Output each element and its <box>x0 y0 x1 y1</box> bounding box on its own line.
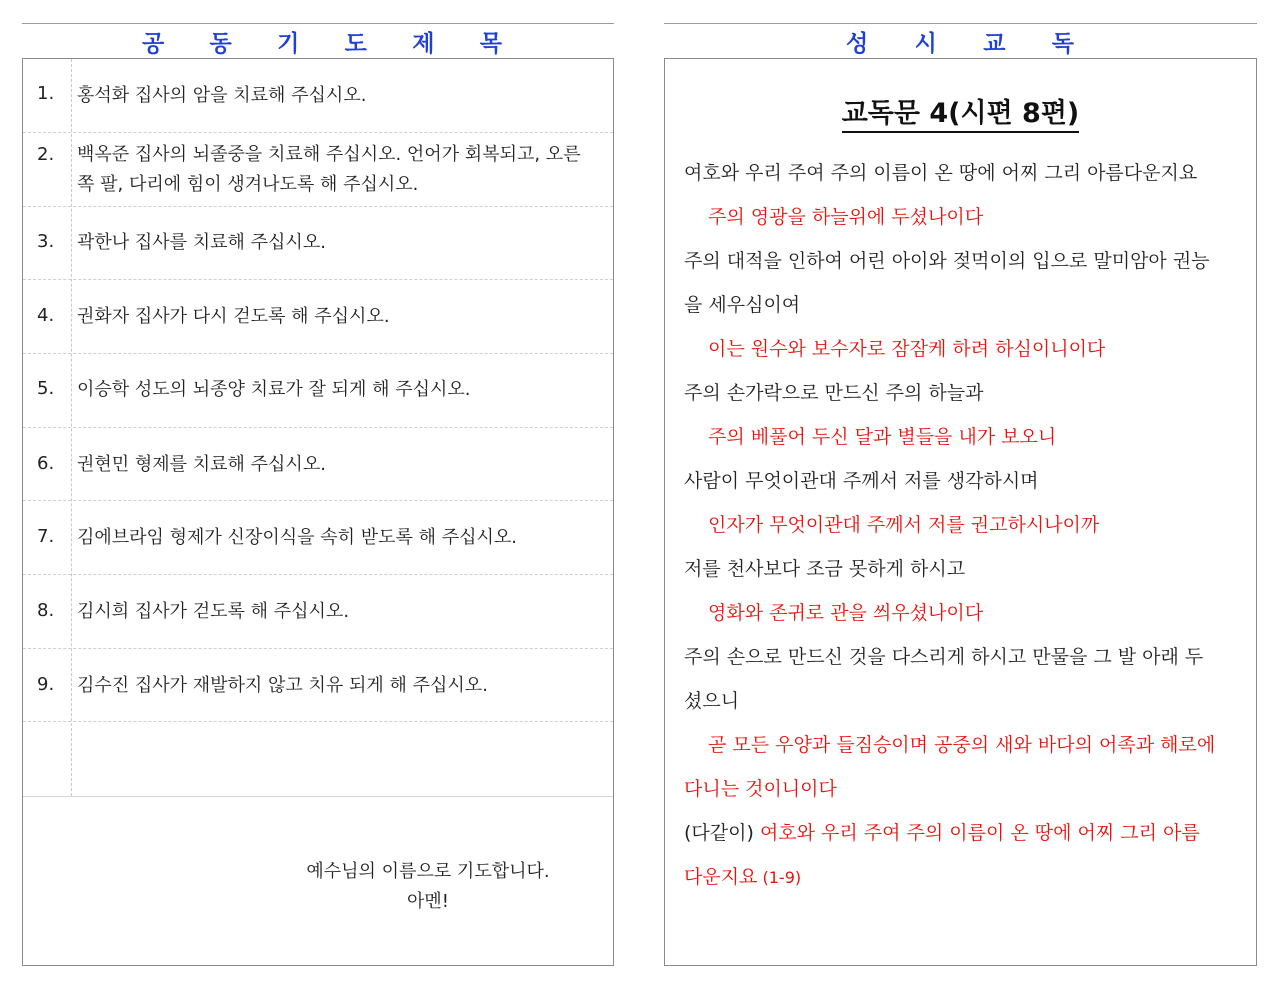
reading-line-response: 이는 원수와 보수자로 잠잠케 하려 하심이니이다 <box>708 338 1106 360</box>
left-heading-char: 도 <box>344 30 367 57</box>
prayer-item-number: 5. <box>37 378 55 399</box>
reading-line-response: 다니는 것이니이다 <box>684 778 837 800</box>
reading-line-response: 주의 영광을 하늘위에 두셨나이다 <box>708 206 984 228</box>
prayer-item <box>23 207 613 280</box>
prayer-list-box <box>22 58 614 966</box>
left-heading <box>142 26 502 56</box>
prayer-item-number: 2. <box>37 144 55 165</box>
reading-line-leader: 사람이 무엇이관대 주께서 저를 생각하시며 <box>684 470 1039 492</box>
prayer-item <box>23 280 613 354</box>
reading-line-unison <box>684 855 1254 900</box>
prayer-item-number: 8. <box>37 600 55 621</box>
left-heading-char: 제 <box>412 30 435 57</box>
prayer-item <box>23 649 613 722</box>
prayer-item-text: 김수진 집사가 재발하지 않고 치유 되게 해 주십시오. <box>77 675 488 696</box>
reading-line-leader: 주의 대적을 인하여 어린 아이와 젖먹이의 입으로 말미암아 권능 <box>684 250 1210 272</box>
prayer-item-empty <box>23 722 613 796</box>
prayer-item <box>23 133 613 207</box>
reading-line-leader: 주의 손가락으로 만드신 주의 하늘과 <box>684 382 984 404</box>
left-heading-char: 공 <box>142 30 165 57</box>
prayer-item-number: 4. <box>37 305 55 326</box>
reading-line-leader: 저를 천사보다 조금 못하게 하시고 <box>684 558 966 580</box>
right-heading-char: 성 <box>846 30 869 57</box>
prayer-item-number: 1. <box>37 83 55 104</box>
prayer-item-number: 7. <box>37 526 55 547</box>
reading-line-leader: 여호와 우리 주여 주의 이름이 온 땅에 어찌 그리 아름다운지요 <box>684 162 1198 184</box>
prayer-item-text: 홍석화 집사의 암을 치료해 주십시오. <box>77 85 367 106</box>
left-heading-char: 기 <box>277 30 300 57</box>
right-top-rule <box>664 23 1257 24</box>
closing-prayer <box>203 857 653 917</box>
unison-prefix: (다같이) <box>684 822 760 844</box>
verse-reference: (1-9) <box>757 868 802 887</box>
prayer-item <box>23 59 613 133</box>
reading-line-response: 영화와 존귀로 관을 씌우셨나이다 <box>708 602 984 624</box>
right-heading-char: 교 <box>983 30 1006 57</box>
prayer-item <box>23 575 613 649</box>
reading-line-leader: 셨으니 <box>684 690 740 712</box>
prayer-item <box>23 354 613 428</box>
reading-lines <box>684 151 1254 900</box>
prayer-item <box>23 428 613 501</box>
right-heading-char: 독 <box>1051 30 1074 57</box>
prayer-item-text: 권현민 형제를 치료해 주십시오. <box>77 454 326 475</box>
prayer-item-text: 곽한나 집사를 치료해 주십시오. <box>77 232 326 253</box>
unison-text: 여호와 우리 주여 주의 이름이 온 땅에 어찌 그리 아름 <box>759 822 1200 844</box>
prayer-item-text: 백옥준 집사의 뇌졸중을 치료해 주십시오. 언어가 회복되고, 오른쪽 팔, 다리에 힘이 생겨나도록 해 주십시오. <box>77 144 581 195</box>
reading-title <box>665 91 1256 130</box>
prayer-item-number: 9. <box>37 674 55 695</box>
amen-text: 아멘! <box>407 891 449 912</box>
right-heading-char: 시 <box>914 30 937 57</box>
reading-line-response: 주의 베풀어 두신 달과 별들을 내가 보오니 <box>708 426 1057 448</box>
prayer-item-number: 6. <box>37 453 55 474</box>
reading-line-leader: 주의 손으로 만드신 것을 다스리게 하시고 만물을 그 발 아래 두 <box>684 646 1204 668</box>
reading-line-leader: 을 세우심이여 <box>684 294 801 316</box>
left-top-rule <box>22 23 614 24</box>
left-heading-char: 동 <box>209 30 232 57</box>
responsive-reading-box <box>664 58 1257 966</box>
left-heading-char: 목 <box>479 30 502 57</box>
prayer-item-text: 김시희 집사가 걷도록 해 주십시오. <box>77 601 350 622</box>
prayer-item-text: 권화자 집사가 다시 걷도록 해 주십시오. <box>77 306 390 327</box>
right-heading <box>846 26 1074 56</box>
reading-line-response: 곧 모든 우양과 들짐승이며 공중의 새와 바다의 어족과 해로에 <box>708 734 1216 756</box>
closing-divider <box>23 796 613 797</box>
unison-text: 다운지요 <box>684 866 758 888</box>
reading-line-unison <box>684 811 1254 855</box>
closing-prayer-line: 예수님의 이름으로 기도합니다. <box>306 861 550 882</box>
reading-title-text: 교독문 4(시편 8편) <box>842 98 1080 133</box>
prayer-item-text: 김에브라임 형제가 신장이식을 속히 받도록 해 주십시오. <box>77 527 517 548</box>
prayer-item-text: 이승학 성도의 뇌종양 치료가 잘 되게 해 주십시오. <box>77 379 471 400</box>
prayer-item <box>23 501 613 575</box>
prayer-item-number: 3. <box>37 231 55 252</box>
reading-line-response: 인자가 무엇이관대 주께서 저를 권고하시나이까 <box>708 514 1100 536</box>
